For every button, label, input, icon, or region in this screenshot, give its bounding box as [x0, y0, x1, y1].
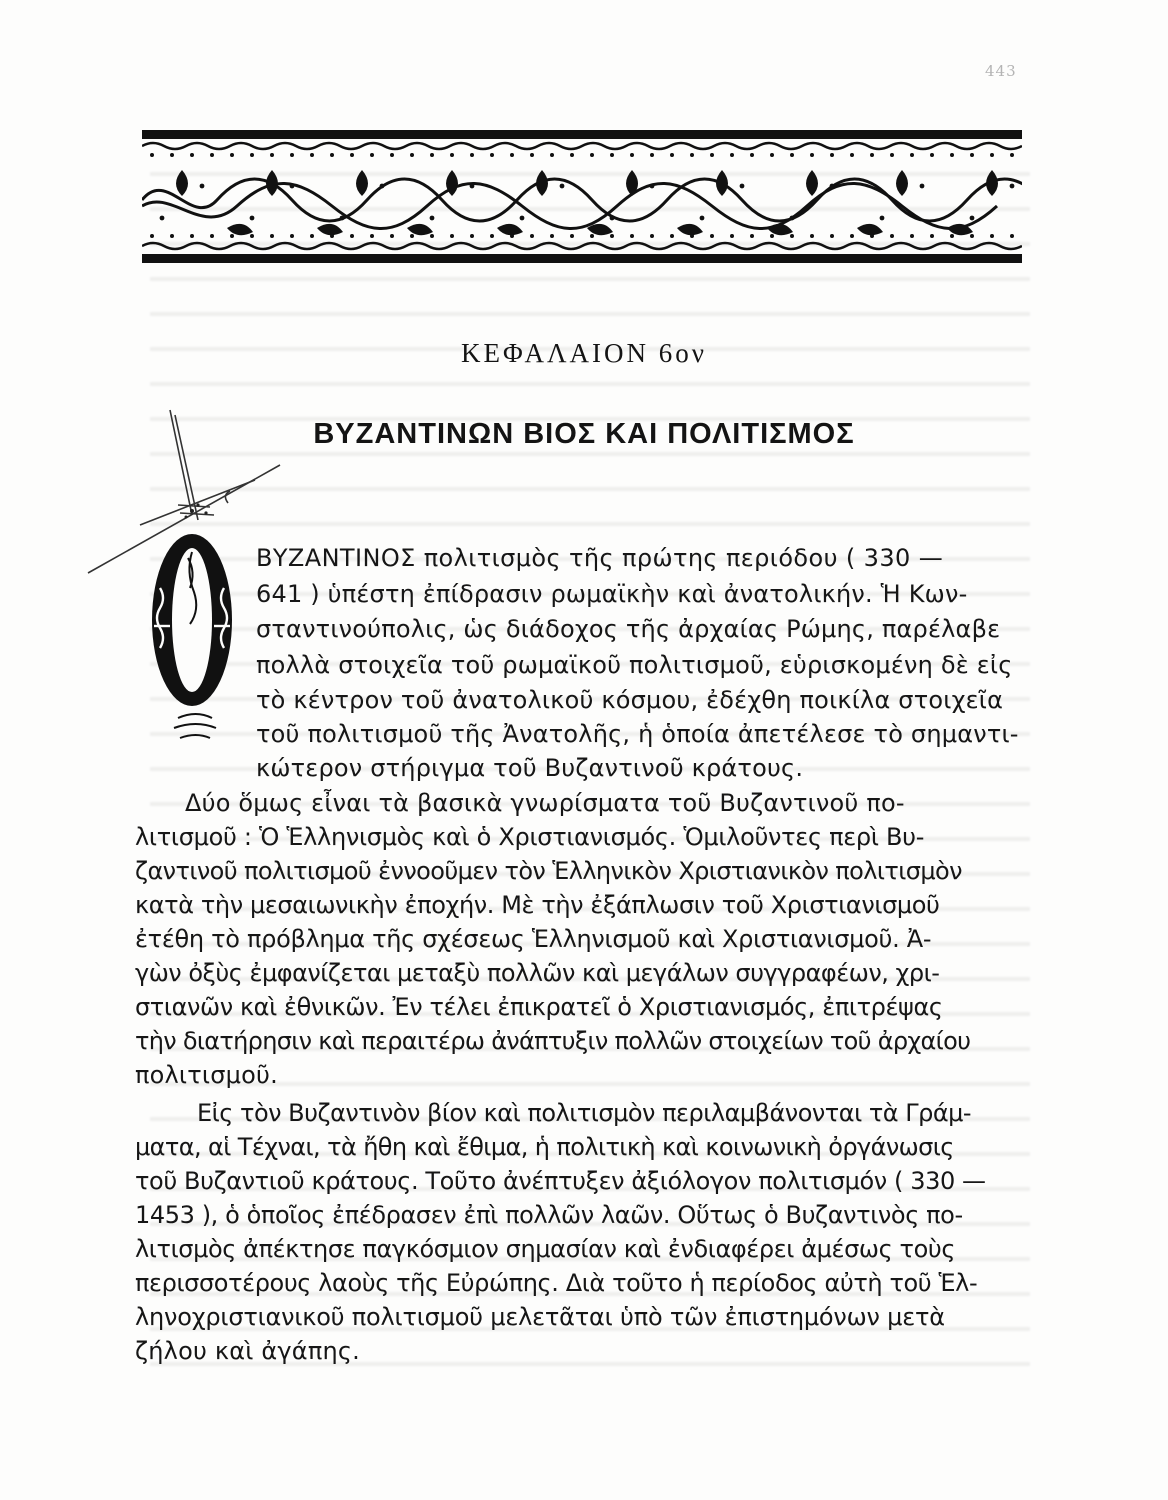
text-line: ζήλου καὶ ἀγάπης. — [135, 1337, 361, 1365]
text-line: 641 ) ὑπέστη ἐπίδρασιν ρωμαϊκὴν καὶ ἀνατολικήν. Ἡ Κων- — [256, 580, 968, 608]
text-line: γὼν ὀξὺς ἐμφανίζεται μεταξὺ πολλῶν καὶ μεγάλων συγγραφέων, χρι- — [135, 959, 940, 987]
text-line: κώτερον στήριγμα τοῦ Βυζαντινοῦ κράτους. — [256, 754, 804, 782]
text-line: στιανῶν καὶ ἐθνικῶν. Ἐν τέλει ἐπικρατεῖ ὁ Χριστιανισμός, ἐπιτρέψας — [135, 993, 943, 1021]
text-line: 1453 ), ὁ ὁποῖος ἐπέδρασεν ἐπὶ πολλῶν λαῶν. Οὕτως ὁ Βυζαντινὸς πο- — [135, 1201, 963, 1229]
text-line: ἐτέθη τὸ πρόβλημα τῆς σχέσεως Ἑλληνισμοῦ καὶ Χριστιανισμοῦ. Ἀ- — [135, 925, 932, 953]
drop-cap-omicron-illumination — [140, 528, 250, 753]
text-line: περισσοτέρους λαοὺς τῆς Εὐρώπης. Διὰ τοῦτο ἡ περίοδος αὐτὴ τοῦ Ἑλ- — [135, 1269, 978, 1297]
text-line: κατὰ τὴν μεσαιωνικὴν ἐποχήν. Μὲ τὴν ἐξάπλωσιν τοῦ Χριστιανισμοῦ — [135, 891, 940, 919]
text-line: Δύο ὅμως εἶναι τὰ βασικὰ γνωρίσματα τοῦ Βυζαντινοῦ πο- — [185, 789, 905, 817]
text-line: τοῦ πολιτισμοῦ τῆς Ἀνατολῆς, ἡ ὁποία ἀπετέλεσε τὸ σημαντι- — [256, 720, 1019, 748]
text-line: τὴν διατήρησιν καὶ περαιτέρω ἀνάπτυξιν πολλῶν στοιχείων τοῦ ἀρχαίου — [135, 1027, 971, 1055]
text-line: λιτισμὸς ἀπέκτησε παγκόσμιον σημασίαν καὶ ἐνδιαφέρει ἀμέσως τοὺς — [135, 1235, 956, 1263]
text-line: ματα, αἱ Τέχναι, τὰ ἤθη καὶ ἔθιμα, ἡ πολιτικὴ καὶ κοινωνικὴ ὀργάνωσις — [135, 1133, 954, 1161]
chapter-title: ΒΥΖΑΝΤΙΝΩΝ ΒΙΟΣ ΚΑΙ ΠΟΛΙΤΙΣΜΟΣ — [313, 418, 855, 450]
text-line: ζαντινοῦ πολιτισμοῦ ἐννοοῦμεν τὸν Ἑλληνικὸν Χριστιανικὸν πολιτισμὸν — [135, 857, 962, 885]
text-line: λιτισμοῦ : Ὁ Ἑλληνισμὸς καὶ ὁ Χριστιανισμός. Ὁμιλοῦντες περὶ Βυ- — [135, 823, 925, 851]
text-line: πολιτισμοῦ. — [135, 1061, 278, 1089]
text-line: τὸ κέντρον τοῦ ἀνατολικοῦ κόσμου, ἐδέχθη ποικίλα στοιχεῖα — [256, 686, 1004, 714]
text-line: ληνοχριστιανικοῦ πολιτισμοῦ μελετᾶται ὑπὸ τῶν ἐπιστημόνων μετὰ — [135, 1303, 945, 1331]
text-line: πολλὰ στοιχεῖα τοῦ ρωμαϊκοῦ πολιτισμοῦ, εὑρισκομένη δὲ εἰς — [256, 651, 1013, 679]
decorative-header-border — [142, 128, 1022, 268]
text-line: τοῦ Βυζαντιοῦ κράτους. Τοῦτο ἀνέπτυξεν ἀξιόλογον πολιτισμόν ( 330 — — [135, 1167, 986, 1195]
text-line: σταντινούπολις, ὡς διάδοχος τῆς ἀρχαίας Ρώμης, παρέλαβε — [256, 615, 1001, 643]
text-line: ΒΥΖΑΝΤΙΝΟΣ πολιτισμὸς τῆς πρώτης περιόδου ( 330 — — [256, 544, 944, 572]
page-number: 443 — [985, 62, 1017, 80]
text-line: Εἰς τὸν Βυζαντινὸν βίον καὶ πολιτισμὸν περιλαμβάνονται τὰ Γράμ- — [197, 1099, 972, 1127]
chapter-heading: ΚΕΦΑΛΑΙΟΝ 6ον — [461, 338, 707, 368]
